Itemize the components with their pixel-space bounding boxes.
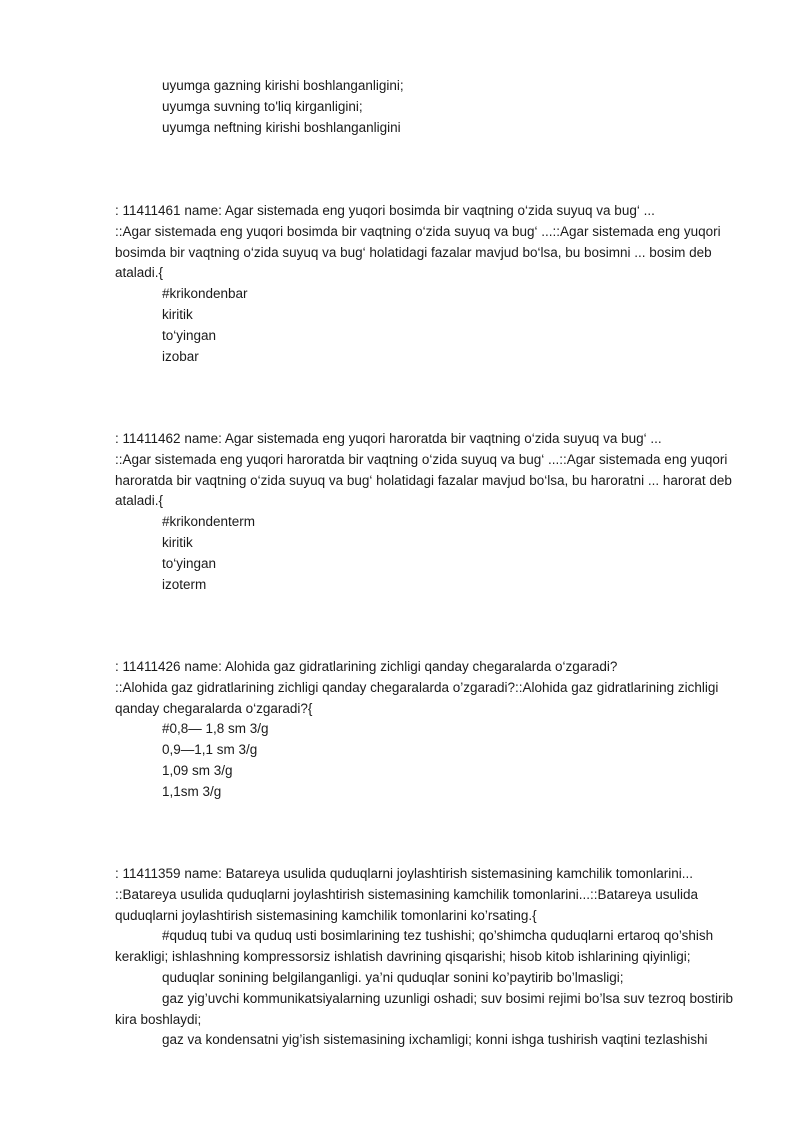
answer-option: kiritik (162, 534, 193, 550)
answer-option: #krikondenbar (162, 286, 248, 302)
answer-option: izoterm (162, 576, 207, 592)
answer-option: quduqlar sonining belgilanganligi. ya’ni quduqlar sonini ko’paytirib bo’lmasligi; (162, 969, 624, 985)
answer-option: to‘yingan (162, 555, 217, 571)
answer-option: izobar (162, 348, 199, 364)
answer-option: to‘yingan (162, 327, 217, 343)
answer-option: kiritik (162, 306, 193, 322)
option-line: uyumga suvning to'liq kirganligini; (162, 98, 363, 114)
question-header: : 11411426 name: Alohida gaz gidratlarining zichligi qanday chegaralarda o‘zgaradi? (115, 659, 618, 674)
answer-option: gaz va kondensatni yig’ish sistemasining ixchamligi; konni ishga tushirish vaqtini tezlashishi (162, 1032, 708, 1048)
intro-options (115, 76, 745, 138)
answer-option: gaz yig’uvchi kommunikatsiyalarning uzunligi oshadi; suv bosimi rejimi bo’lsa suv tezroq bostirib kira boshlaydi; (115, 990, 734, 1027)
answer-option: 0,9—1,1 sm 3/g (162, 742, 258, 758)
answer-option: 1,1sm 3/g (162, 783, 222, 799)
answer-option: #0,8— 1,8 sm 3/g (162, 721, 269, 737)
question-block (115, 657, 745, 803)
question-body: ::Alohida gaz gidratlarining zichligi qanday chegaralarda o’zgaradi?::Alohida gaz gidratlarining zichligi qanday chegaralarda o‘zgaradi?{ (115, 679, 719, 716)
question-block (115, 429, 745, 595)
answer-option: 1,09 sm 3/g (162, 762, 233, 778)
question-header: : 11411359 name: Batareya usulida quduqlarni joylashtirish sistemasining kamchilik tomonlarini... (115, 866, 694, 881)
answer-option: #krikondenterm (162, 514, 256, 530)
option-line: uyumga gazning kirishi boshlanganligini; (162, 78, 404, 93)
answer-option: #quduq tubi va quduq usti bosimlarining tez tushishi; qo’shimcha quduqlarni ertaroq qo’shish kerakligi; ishlashning kompressorsiz ishlatish davrining qisqarishi; hisob kitob ishlarining qiyinligi; (115, 928, 714, 965)
question-body: ::Agar sistemada eng yuqori bosimda bir vaqtning o‘zida suyuq va bug‘ ...::Agar sistemada eng yuqori bosimda bir vaqtning o‘zida suyuq va bug‘ holatidagi fazalar mavjud bo‘lsa, bu bosimni ... bosim deb ataladi.{ (115, 223, 721, 281)
question-body: ::Batareya usulida quduqlarni joylashtirish sistemasining kamchilik tomonlarini...::Batareya usulida quduqlarni joylashtirish sistemasining kamchilik tomonlarini ko’rsating.{ (115, 886, 699, 923)
question-header: : 11411462 name: Agar sistemada eng yuqori haroratda bir vaqtning o‘zida suyuq va bug‘ ... (115, 431, 662, 446)
option-line: uyumga neftning kirishi boshlanganligini (162, 119, 401, 135)
question-block (115, 864, 745, 1051)
question-header: : 11411461 name: Agar sistemada eng yuqori bosimda bir vaqtning o‘zida suyuq va bug‘ ... (115, 203, 655, 218)
question-block (115, 201, 745, 367)
question-body: ::Agar sistemada eng yuqori haroratda bir vaqtning o‘zida suyuq va bug‘ ...::Agar sistemada eng yuqori haroratda bir vaqtning o‘zida suyuq va bug‘ holatidagi fazalar mavjud bo‘lsa, bu haroratni ... harorat deb ataladi.{ (115, 451, 732, 509)
